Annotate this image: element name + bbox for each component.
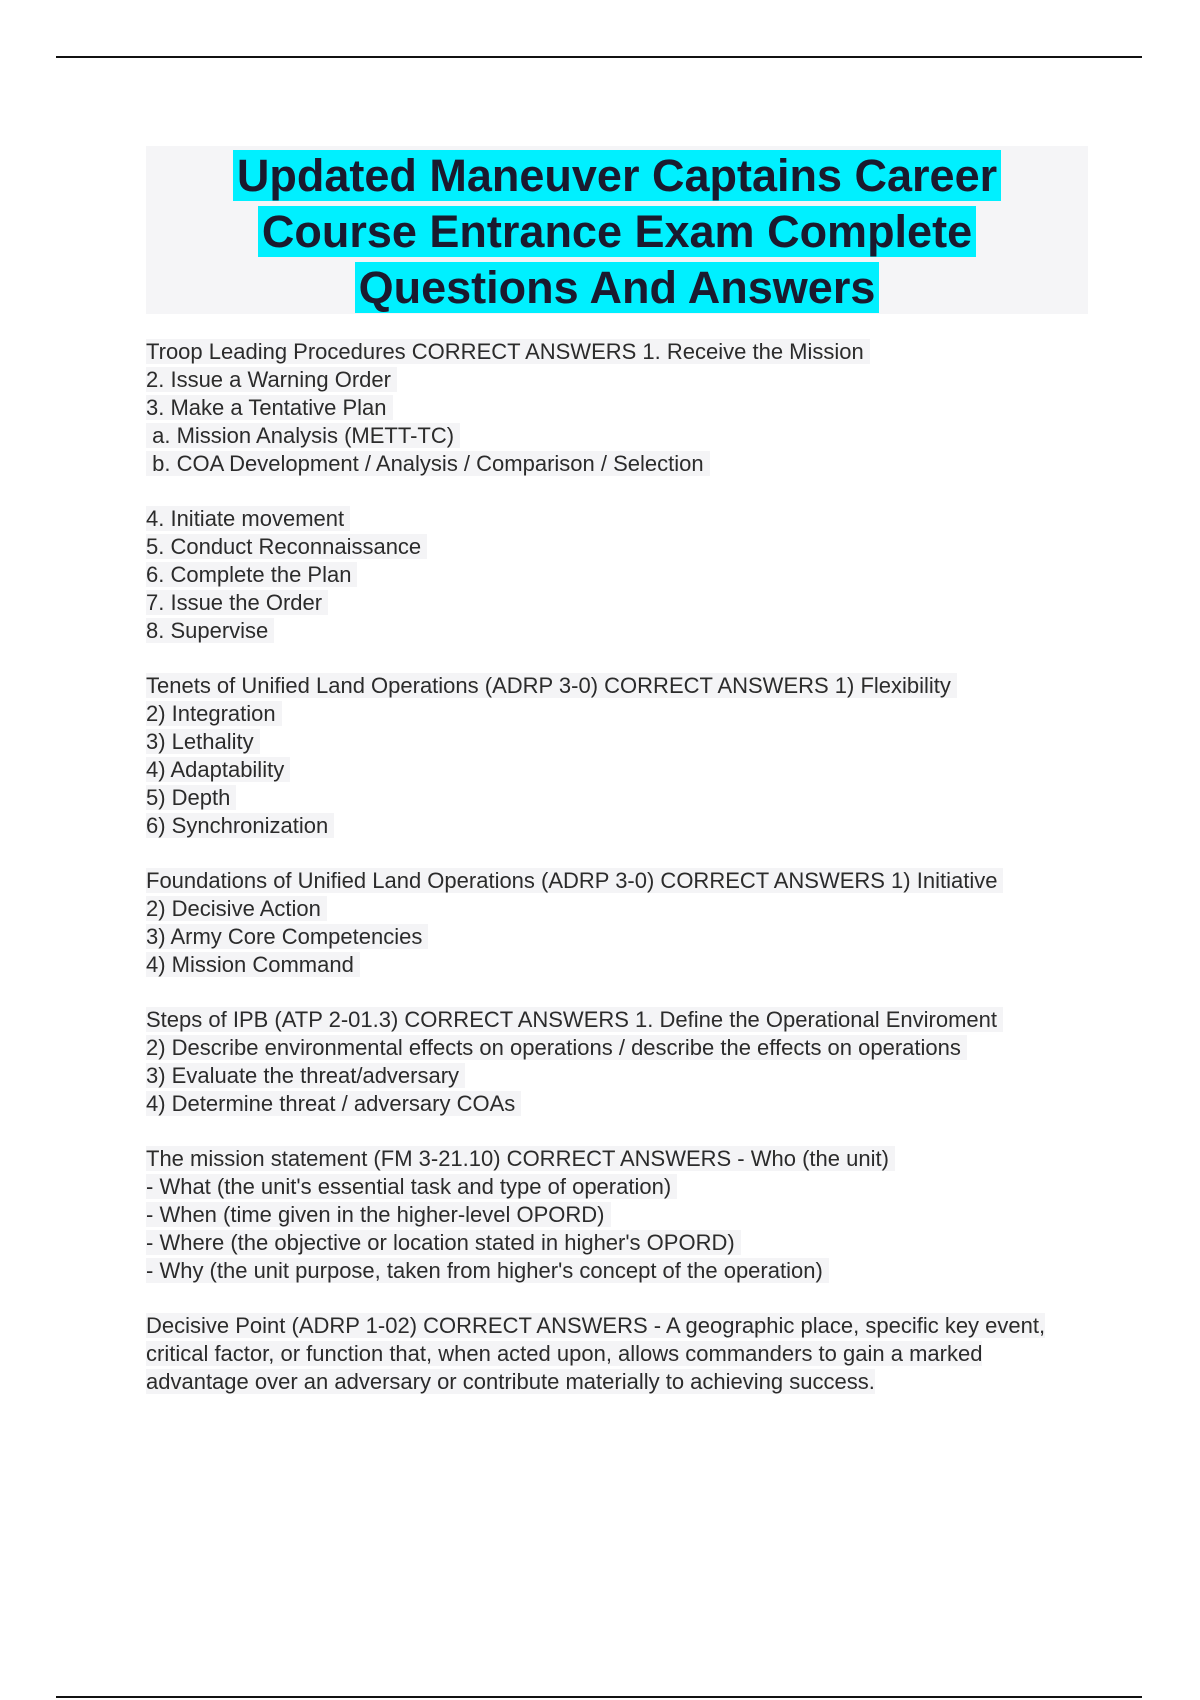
text-line: 5. Conduct Reconnaissance bbox=[146, 533, 1096, 561]
text-line: Steps of IPB (ATP 2-01.3) CORRECT ANSWERS 1. Define the Operational Enviroment bbox=[146, 1006, 1096, 1034]
text-line: 6) Synchronization bbox=[146, 812, 1096, 840]
qa-block-foundations bbox=[146, 867, 1096, 979]
text-line: 2) Decisive Action bbox=[146, 895, 1096, 923]
document-title bbox=[146, 146, 1088, 316]
text-line: 2) Integration bbox=[146, 700, 1096, 728]
top-rule bbox=[56, 56, 1142, 58]
text-line: 8. Supervise bbox=[146, 617, 1096, 645]
qa-block-ipb bbox=[146, 1006, 1096, 1118]
text-line: 2. Issue a Warning Order bbox=[146, 366, 1096, 394]
text-line: Troop Leading Procedures CORRECT ANSWERS 1. Receive the Mission bbox=[146, 338, 1096, 366]
document-body bbox=[146, 338, 1096, 1423]
title-line: Questions And Answers bbox=[355, 262, 880, 313]
text-line: - When (time given in the higher-level OPORD) bbox=[146, 1201, 1096, 1229]
qa-block-troop-leading-cont bbox=[146, 505, 1096, 645]
text-line: 3) Lethality bbox=[146, 728, 1096, 756]
text-line: Foundations of Unified Land Operations (ADRP 3-0) CORRECT ANSWERS 1) Initiative bbox=[146, 867, 1096, 895]
text-line: The mission statement (FM 3-21.10) CORRECT ANSWERS - Who (the unit) bbox=[146, 1145, 1096, 1173]
title-box bbox=[146, 146, 1088, 314]
text-line: b. COA Development / Analysis / Comparison / Selection bbox=[146, 450, 1096, 478]
text-line: 5) Depth bbox=[146, 784, 1096, 812]
text-line: 3) Evaluate the threat/adversary bbox=[146, 1062, 1096, 1090]
qa-block-troop-leading bbox=[146, 338, 1096, 478]
text-line: a. Mission Analysis (METT-TC) bbox=[146, 422, 1096, 450]
text-line: 4) Mission Command bbox=[146, 951, 1096, 979]
qa-block-tenets bbox=[146, 672, 1096, 840]
text-line: 3. Make a Tentative Plan bbox=[146, 394, 1096, 422]
text-line: 4) Adaptability bbox=[146, 756, 1096, 784]
text-line: 2) Describe environmental effects on operations / describe the effects on operations bbox=[146, 1034, 1096, 1062]
text-line: Tenets of Unified Land Operations (ADRP 3-0) CORRECT ANSWERS 1) Flexibility bbox=[146, 672, 1096, 700]
title-line: Updated Maneuver Captains Career bbox=[233, 150, 1001, 201]
text-paragraph: Decisive Point (ADRP 1-02) CORRECT ANSWERS - A geographic place, specific key event, critical factor, or function that, when acted upon, allows commanders to gain a marked advantage over an adversary or contribute materially to achieving success. bbox=[146, 1313, 1046, 1394]
text-line: 3) Army Core Competencies bbox=[146, 923, 1096, 951]
bottom-rule bbox=[56, 1696, 1142, 1698]
text-line: - What (the unit's essential task and type of operation) bbox=[146, 1173, 1096, 1201]
text-line: - Why (the unit purpose, taken from higher's concept of the operation) bbox=[146, 1257, 1096, 1285]
qa-block-decisive-point bbox=[146, 1312, 1096, 1396]
text-line: - Where (the objective or location stated in higher's OPORD) bbox=[146, 1229, 1096, 1257]
title-line: Course Entrance Exam Complete bbox=[258, 206, 976, 257]
qa-block-mission-statement bbox=[146, 1145, 1096, 1285]
text-line: 7. Issue the Order bbox=[146, 589, 1096, 617]
text-line: 4. Initiate movement bbox=[146, 505, 1096, 533]
text-line: 6. Complete the Plan bbox=[146, 561, 1096, 589]
text-line: 4) Determine threat / adversary COAs bbox=[146, 1090, 1096, 1118]
